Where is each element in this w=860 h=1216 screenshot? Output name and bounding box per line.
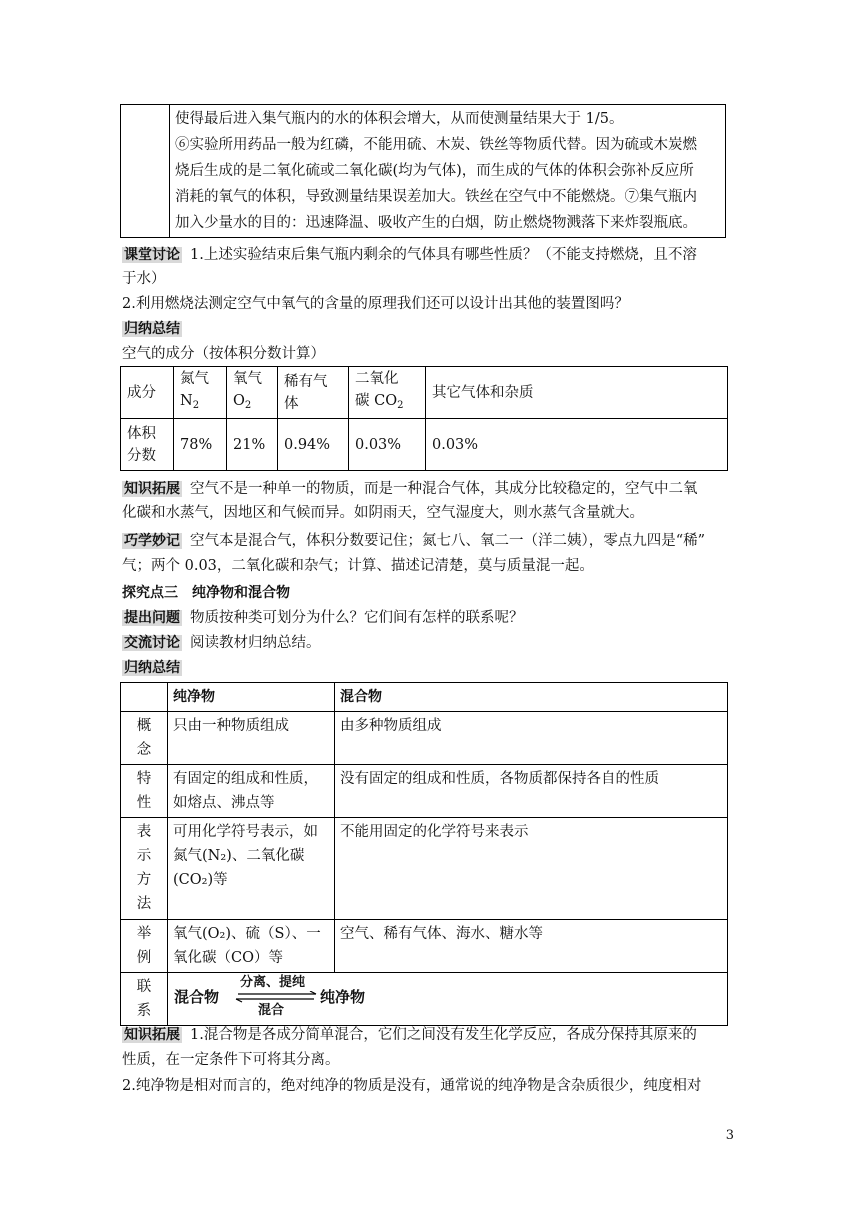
oxygen-formula: $O_2$ — [233, 393, 252, 411]
corner-cell — [121, 683, 168, 712]
discussion-tag: 课堂讨论 — [124, 247, 180, 263]
air-composition-table — [120, 366, 728, 471]
discussion-line-2: 于水） — [122, 271, 166, 287]
relation-mix-label: 混合 — [258, 1003, 285, 1018]
ext1-text-1: 空气不是一种单一的物质，而是一种混合气体，其成分比较稳定的，空气中二氧 — [190, 481, 698, 497]
row-label-concept: 概 念 — [121, 712, 168, 765]
value-nitrogen: 78% — [174, 419, 227, 471]
trick-tag: 巧学妙记 — [124, 533, 180, 549]
ext1-tag: 知识拓展 — [124, 481, 180, 497]
top-table-line: 消耗的氧气的体积，导致测量结果误差加大。铁丝在空气中不能燃烧。⑦集气瓶内 — [175, 189, 697, 205]
rare-gas-label-1: 稀有气 — [284, 373, 328, 390]
ask-line — [122, 607, 524, 629]
col-nitrogen — [174, 367, 227, 419]
relation-cell — [168, 973, 728, 1026]
row-label-property: 特 性 — [121, 765, 168, 818]
nitrogen-formula: $N_2$ — [180, 393, 200, 411]
row-label-relation: 联 系 — [121, 973, 168, 1026]
col-co2 — [349, 367, 426, 419]
oxygen-label: 氧气 — [233, 371, 262, 387]
top-table-text-cell — [170, 105, 726, 238]
ext2-line-2: 性质，在一定条件下可将其分离。 — [122, 1052, 340, 1068]
discussion-line-1 — [122, 244, 697, 266]
discussion-text-1: 1.上述实验结束后集气瓶内剩余的气体具有哪些性质？（不能支持燃烧，且不溶 — [190, 247, 697, 263]
ext2-line-1 — [122, 1024, 697, 1046]
relation-diagram — [168, 973, 418, 1019]
concept-mixture: 由多种物质组成 — [335, 712, 728, 765]
notation-mixture: 不能用固定的化学符号来表示 — [335, 818, 728, 920]
row-volume-fraction — [121, 419, 174, 471]
col-component: 成分 — [121, 367, 174, 419]
summary1-heading — [122, 318, 190, 340]
ask-text: 物质按种类可划分为什么？它们间有怎样的联系呢？ — [190, 610, 524, 626]
page-number: 3 — [725, 1128, 734, 1143]
row-label-notation: 表 示 方 法 — [121, 818, 168, 920]
top-continuation-table — [120, 104, 726, 238]
ext1-line-1 — [122, 478, 698, 500]
summary1-tag: 归纳总结 — [124, 321, 180, 337]
pure-vs-mixture-table — [120, 682, 728, 1026]
notation-pure: 可用化学符号表示，如 氮气(N₂)、二氧化碳 (CO₂)等 — [168, 818, 335, 920]
trick-line-1 — [122, 530, 705, 552]
col-oxygen — [227, 367, 278, 419]
example-mixture: 空气、稀有气体、海水、糖水等 — [335, 920, 728, 973]
header-pure: 纯净物 — [168, 683, 335, 712]
air-composition-caption: 空气的成分（按体积分数计算） — [122, 346, 325, 362]
top-table-line: 加入少量水的目的：迅速降温、吸收产生的白烟，防止燃烧物溅落下来炸裂瓶底。 — [175, 215, 697, 231]
discussion-line-3: 2.利用燃烧法测定空气中氧气的含量的原理我们还可以设计出其他的装置图吗？ — [122, 296, 629, 312]
value-rare-gas: 0.94% — [278, 419, 349, 471]
property-pure: 有固定的组成和性质， 如熔点、沸点等 — [168, 765, 335, 818]
property-mixture: 没有固定的组成和性质，各物质都保持各自的性质 — [335, 765, 728, 818]
nitrogen-label: 氮气 — [180, 371, 209, 387]
value-others: 0.03% — [426, 419, 728, 471]
summary2-tag: 归纳总结 — [124, 660, 180, 676]
example-pure: 氧气(O₂)、硫（S）、一 氧化碳（CO）等 — [168, 920, 335, 973]
top-table-line: ⑥实验所用药品一般为红磷，不能用硫、木炭、铁丝等物质代替。因为硫或木炭燃 — [175, 137, 697, 153]
co2-label-1: 二氧化 — [355, 371, 399, 387]
talk-text: 阅读教材归纳总结。 — [190, 635, 321, 651]
concept-pure: 只由一种物质组成 — [168, 712, 335, 765]
top-table-line: 使得最后进入集气瓶内的水的体积会增大，从而使测量结果大于 1/5。 — [175, 111, 624, 127]
relation-pure: 纯净物 — [320, 988, 366, 1006]
ext2-tag: 知识拓展 — [124, 1027, 180, 1043]
rare-gas-label-2: 体 — [284, 395, 299, 412]
col-others: 其它气体和杂质 — [426, 367, 728, 419]
trick-line-2: 气；两个 0.03，二氧化碳和杂气；计算、描述记清楚，莫与质量混一起。 — [122, 558, 594, 574]
relation-separate-label: 分离、提纯 — [240, 975, 306, 990]
row-label-example: 举 例 — [121, 920, 168, 973]
volume-label-2: 分数 — [127, 447, 156, 464]
co2-label-2: 碳 $CO_2$ — [355, 393, 404, 411]
ext1-line-2: 化碳和水蒸气，因地区和气候而异。如阴雨天，空气湿度大，则水蒸气含量就大。 — [122, 505, 644, 521]
summary2-heading — [122, 657, 190, 679]
top-table-line: 烧后生成的是二氧化硫或二氧化碳(均为气体)，而生成的气体的体积会弥补反应所 — [175, 163, 694, 179]
ask-tag: 提出问题 — [124, 610, 180, 626]
col-rare-gas — [278, 367, 349, 419]
value-oxygen: 21% — [227, 419, 278, 471]
talk-line — [122, 632, 321, 654]
volume-label-1: 体积 — [127, 425, 156, 442]
ext2-line-3: 2.纯净物是相对而言的，绝对纯净的物质是没有，通常说的纯净物是含杂质很少，纯度相对 — [122, 1078, 702, 1094]
section3-title: 探究点三 纯净物和混合物 — [122, 585, 290, 601]
top-table-empty-cell — [121, 105, 170, 238]
trick-text-1: 空气本是混合气，体积分数要记住；氮七八、氧二一（洋二姨），零点九四是“稀” — [190, 533, 706, 549]
ext2-text-1: 1.混合物是各成分简单混合，它们之间没有发生化学反应，各成分保持其原来的 — [190, 1027, 697, 1043]
value-co2: 0.03% — [349, 419, 426, 471]
header-mixture: 混合物 — [335, 683, 728, 712]
talk-tag: 交流讨论 — [124, 635, 180, 651]
relation-mixture: 混合物 — [174, 988, 220, 1006]
